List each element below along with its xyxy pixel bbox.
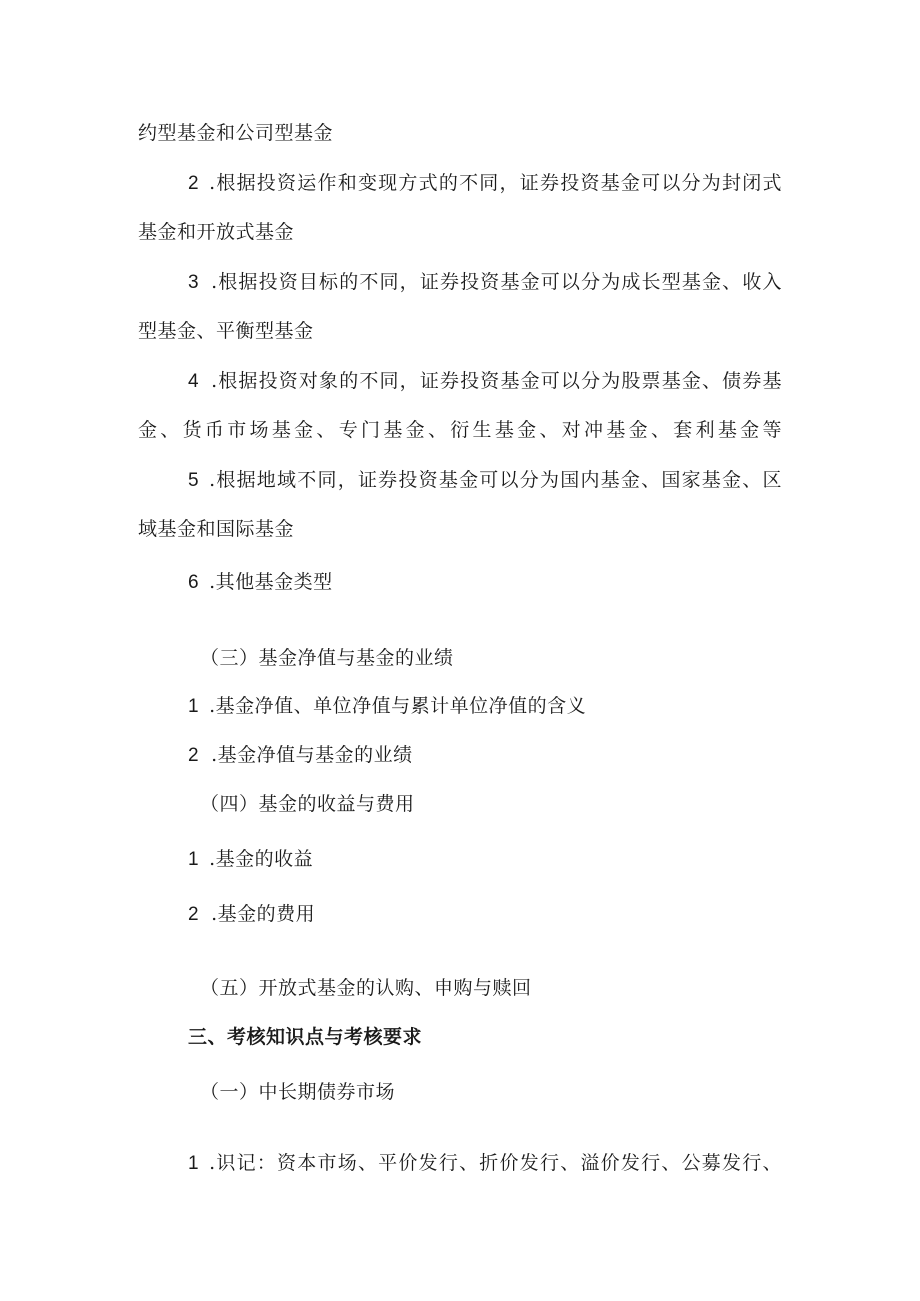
item-number: 4 [188,371,200,392]
list-item-4 [188,369,782,394]
line-text: 型基金、平衡型基金 [138,320,314,342]
list-item-5 [188,468,782,493]
line-text: .根据投资运作和变现方式的不同，证券投资基金可以分为封闭式 [209,172,782,194]
item-number: 5 [188,470,200,491]
list-item-2 [188,743,413,768]
list-item-2 [188,171,782,196]
list-item-6 [188,570,333,595]
section-heading-5 [200,976,532,1000]
text-line-continuation [138,418,782,442]
line-text: 基金和开放式基金 [138,221,295,243]
text-line-continuation [138,121,333,145]
line-text: 域基金和国际基金 [138,518,295,540]
line-text: .根据投资目标的不同，证券投资基金可以分为成长型基金、收入 [211,271,782,293]
chapter-heading [188,1025,422,1049]
line-text: .根据投资对象的不同，证券投资基金可以分为股票基金、债券基 [211,370,782,392]
item-number: 1 [188,1153,200,1174]
line-text: （一）中长期债券市场 [200,1081,396,1103]
section-heading-3 [200,646,454,670]
line-text: .基金净值、单位净值与累计单位净值的含义 [209,695,587,717]
item-number: 2 [188,173,200,194]
line-text: .基金的收益 [209,848,314,870]
line-text: .识记：资本市场、平价发行、折价发行、溢价发行、公募发行、 [209,1152,782,1174]
list-item-1 [188,1151,782,1176]
item-number: 6 [188,572,200,593]
item-number: 1 [188,696,200,717]
line-text: .基金净值与基金的业绩 [211,744,413,766]
section-heading-4 [200,792,415,816]
line-text: 金、货币市场基金、专门基金、衍生基金、对冲基金、套利基金等 [138,419,782,441]
item-number: 2 [188,745,200,766]
list-item-1 [188,847,313,872]
line-text: .基金的费用 [211,903,316,925]
line-text: （五）开放式基金的认购、申购与赎回 [200,977,532,999]
item-number: 3 [188,272,200,293]
line-text: .根据地域不同，证券投资基金可以分为国内基金、国家基金、区 [209,469,782,491]
text-line-continuation [138,517,294,541]
list-item-3 [188,270,782,295]
section-heading-1 [200,1080,395,1104]
line-text: （四）基金的收益与费用 [200,793,415,815]
list-item-1 [188,694,586,719]
item-number: 1 [188,849,200,870]
text-line-continuation [138,319,314,343]
text-line-continuation [138,220,294,244]
line-text: .其他基金类型 [209,571,333,593]
line-text: 三、考核知识点与考核要求 [188,1026,423,1048]
line-text: （三）基金净值与基金的业绩 [200,647,454,669]
list-item-2 [188,902,315,927]
item-number: 2 [188,904,200,925]
line-text: 约型基金和公司型基金 [138,122,334,144]
